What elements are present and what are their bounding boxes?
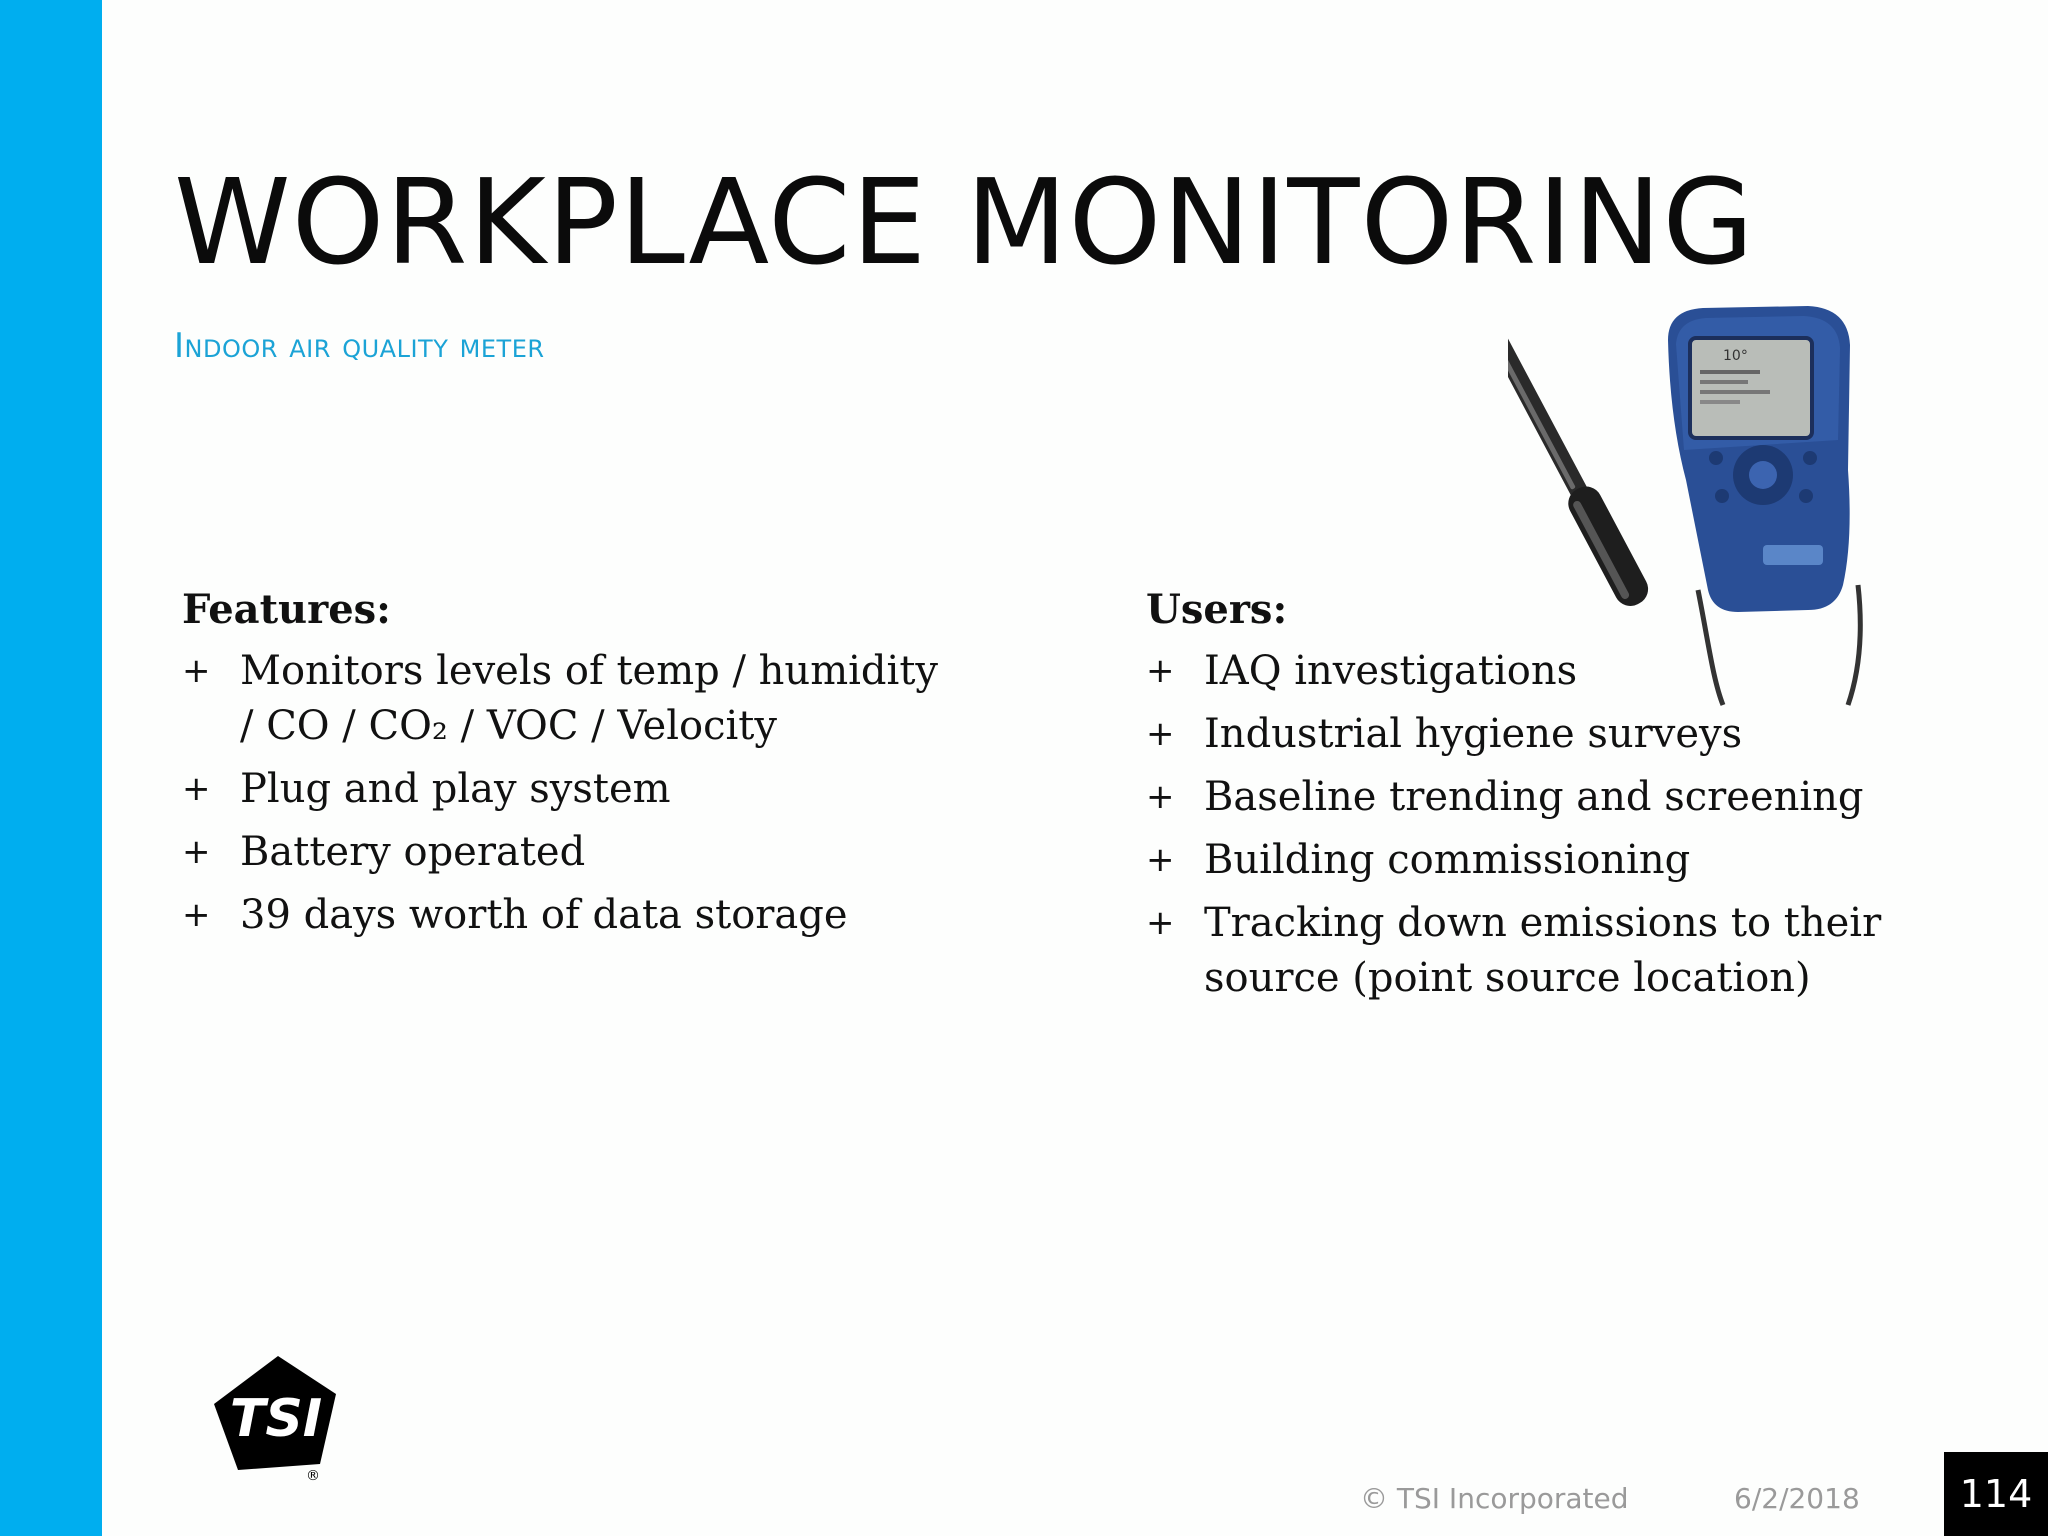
users-heading: Users: xyxy=(1146,586,1288,633)
footer-date: 6/2/2018 xyxy=(1734,1482,1860,1515)
plus-bullet-icon: + xyxy=(182,832,211,872)
page-number: 114 xyxy=(1944,1452,2048,1536)
iaq-meter-image xyxy=(1508,300,1868,710)
plus-bullet-icon: + xyxy=(1146,903,1175,943)
features-heading: Features: xyxy=(182,586,391,633)
user-text: Tracking down emissions to their source (point source location) xyxy=(1204,900,1882,1001)
list-item xyxy=(1146,707,1906,762)
list-item xyxy=(182,762,942,817)
logo-registered-mark: ® xyxy=(306,1468,320,1482)
list-item xyxy=(182,825,942,880)
plus-bullet-icon: + xyxy=(182,895,211,935)
user-text: IAQ investigations xyxy=(1204,648,1578,694)
user-text: Baseline trending and screening xyxy=(1204,774,1864,820)
list-item xyxy=(1146,770,1906,825)
list-item xyxy=(182,888,942,943)
list-item xyxy=(1146,896,1906,1006)
features-column xyxy=(182,582,942,951)
feature-text: Monitors levels of temp / humidity / CO / CO₂ / VOC / Velocity xyxy=(240,648,938,749)
user-text: Building commissioning xyxy=(1204,837,1691,883)
meter-screen-reading: 10° xyxy=(1723,348,1748,364)
plus-bullet-icon: + xyxy=(182,651,211,691)
tsi-logo xyxy=(208,1352,348,1482)
plus-bullet-icon: + xyxy=(1146,714,1175,754)
footer-copyright: © TSI Incorporated xyxy=(1360,1482,1629,1515)
logo-text: TSI xyxy=(229,1389,323,1449)
slide-subtitle: Indoor air quality meter xyxy=(174,326,545,366)
plus-bullet-icon: + xyxy=(1146,777,1175,817)
feature-text: Battery operated xyxy=(240,829,586,875)
feature-text: 39 days worth of data storage xyxy=(240,892,848,938)
feature-text: Plug and play system xyxy=(240,766,671,812)
plus-bullet-icon: + xyxy=(1146,651,1175,691)
plus-bullet-icon: + xyxy=(1146,840,1175,880)
slide-title: WORKPLACE MONITORING xyxy=(174,153,1755,291)
plus-bullet-icon: + xyxy=(182,769,211,809)
user-text: Industrial hygiene surveys xyxy=(1204,711,1743,757)
accent-side-bar xyxy=(0,0,102,1536)
list-item xyxy=(1146,833,1906,888)
list-item xyxy=(182,644,942,754)
features-list xyxy=(182,644,942,943)
